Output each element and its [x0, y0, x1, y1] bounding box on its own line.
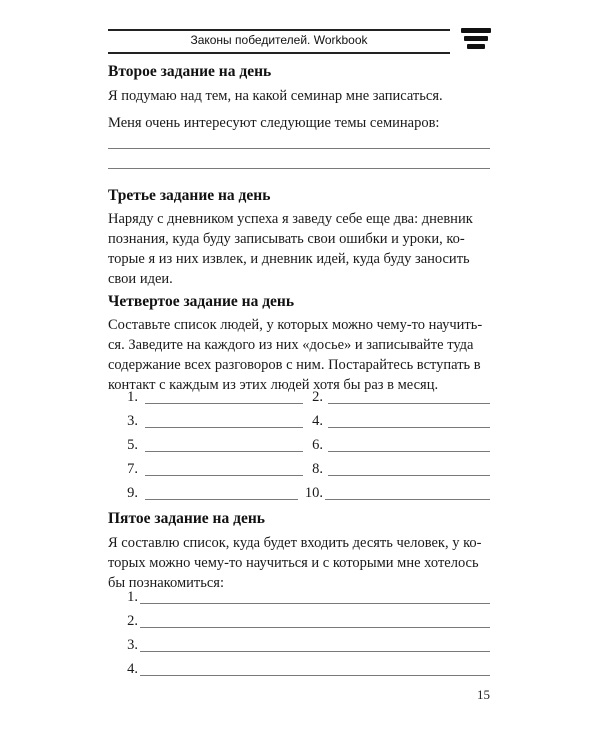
list-number: 4. [312, 413, 323, 429]
write-in-line[interactable] [145, 427, 303, 428]
list-number: 9. [127, 485, 138, 501]
list-number: 3. [127, 413, 138, 429]
paragraph: Я подумаю над тем, на какой семинар мне записаться. [108, 88, 443, 104]
list-number: 5. [127, 437, 138, 453]
paragraph-line: бы познакомиться: [108, 575, 224, 591]
write-in-line[interactable] [145, 499, 298, 500]
list-number: 4. [127, 661, 138, 677]
list-number: 1. [127, 389, 138, 405]
paragraph-line: содержание всех разговоров с ним. Постарайтесь вступать в [108, 357, 481, 373]
stacked-bars-logo-icon [461, 28, 491, 54]
paragraph-line: торые я из них извлек, и дневник идей, куда буду заносить [108, 251, 470, 267]
section-title: Третье задание на день [108, 187, 271, 204]
write-in-line[interactable] [145, 451, 303, 452]
paragraph-line: свои идеи. [108, 271, 173, 287]
paragraph-line: Я составлю список, куда будет входить десять человек, у ко- [108, 535, 482, 551]
list-number: 10. [304, 485, 323, 501]
list-number: 1. [127, 589, 138, 605]
write-in-line[interactable] [145, 403, 303, 404]
write-in-line[interactable] [140, 603, 490, 604]
list-number: 2. [312, 389, 323, 405]
paragraph: Меня очень интересуют следующие темы семинаров: [108, 115, 440, 131]
section-title: Второе задание на день [108, 63, 272, 80]
write-in-line[interactable] [328, 403, 490, 404]
list-number: 6. [312, 437, 323, 453]
paragraph-line: торых можно чему-то научиться и с которыми мне хотелось [108, 555, 479, 571]
list-number: 8. [312, 461, 323, 477]
write-in-line[interactable] [140, 627, 490, 628]
paragraph-line: ся. Заведите на каждого из них «досье» и записывайте туда [108, 337, 474, 353]
write-in-line[interactable] [328, 427, 490, 428]
write-in-line[interactable] [328, 475, 490, 476]
write-in-line[interactable] [140, 675, 490, 676]
write-in-line[interactable] [328, 451, 490, 452]
section-title: Пятое задание на день [108, 510, 265, 527]
paragraph-line: Наряду с дневником успеха я заведу себе еще два: дневник [108, 211, 473, 227]
list-number: 3. [127, 637, 138, 653]
write-in-line[interactable] [108, 168, 490, 169]
paragraph-line: Составьте список людей, у которых можно чему-то научить- [108, 317, 483, 333]
paragraph-line: познания, куда буду записывать свои ошибки и уроки, ко- [108, 231, 465, 247]
list-number: 2. [127, 613, 138, 629]
header-rule-bottom [108, 52, 450, 54]
running-header-title: Законы победителей. Workbook [190, 33, 368, 47]
paragraph-line: контакт с каждым из этих людей хотя бы раз в месяц. [108, 377, 439, 393]
page-number: 15 [477, 687, 490, 702]
write-in-line[interactable] [108, 148, 490, 149]
section-title: Четвертое задание на день [108, 293, 295, 310]
write-in-line[interactable] [140, 651, 490, 652]
header-rule-top [108, 29, 450, 31]
write-in-line[interactable] [325, 499, 490, 500]
list-number: 7. [127, 461, 138, 477]
write-in-line[interactable] [145, 475, 303, 476]
